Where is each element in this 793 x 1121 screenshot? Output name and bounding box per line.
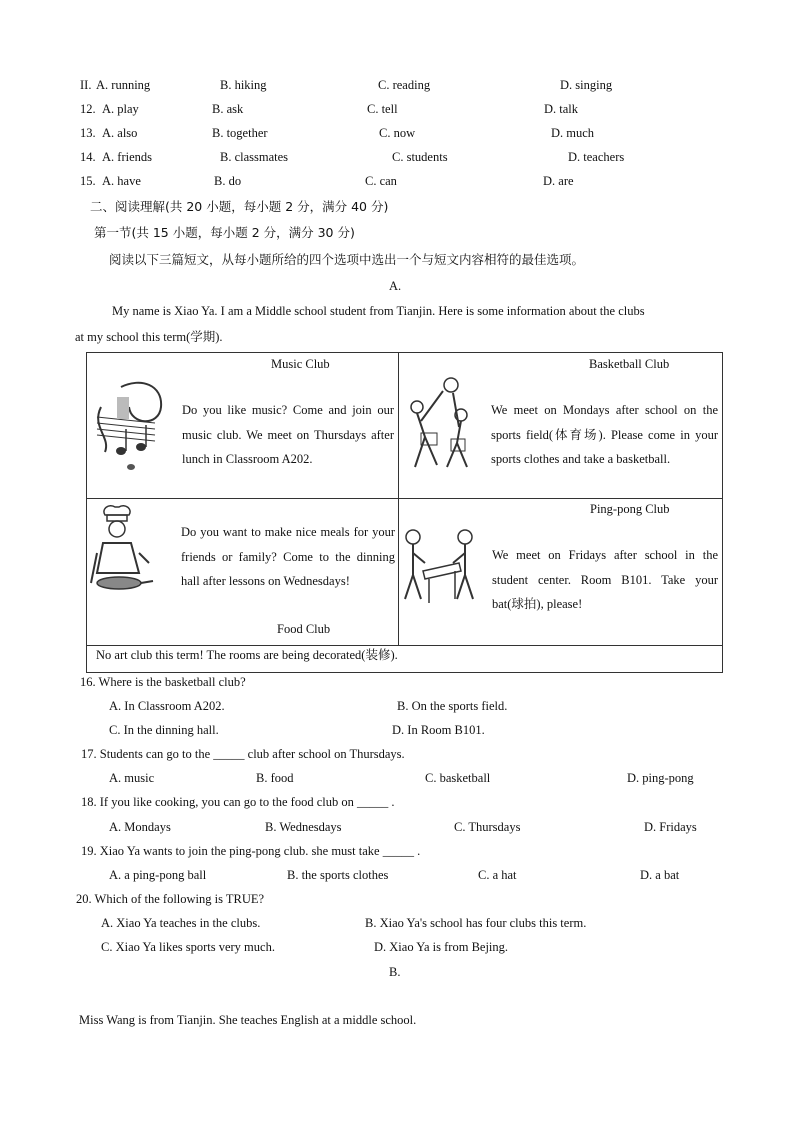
option-c: C. now bbox=[379, 126, 416, 140]
option-d: D. singing bbox=[560, 78, 613, 92]
option-a: A. also bbox=[102, 126, 138, 140]
option-c: C. tell bbox=[367, 102, 398, 116]
option-d: D. teachers bbox=[568, 150, 625, 164]
option-d: D. a bat bbox=[640, 868, 680, 882]
pingpong-club-text: We meet on Fridays after school in the student center. Room B101. Take your bat(球拍), please! bbox=[492, 548, 718, 611]
option-a: A. Mondays bbox=[109, 820, 171, 834]
option-d: D. are bbox=[543, 174, 574, 188]
option-d: D. much bbox=[551, 126, 595, 140]
music-club-text: Do you like music? Come and join our music club. We meet on Thursdays after lunch in Classroom A202. bbox=[182, 403, 394, 466]
option-a: A. play bbox=[102, 102, 139, 116]
option-b: B. do bbox=[214, 174, 242, 188]
pingpong-players-icon bbox=[401, 523, 481, 609]
option-c: C. Xiao Ya likes sports very much. bbox=[101, 940, 275, 954]
question-number: 13. bbox=[80, 126, 96, 140]
option-b: B. On the sports field. bbox=[397, 699, 508, 713]
option-c: C. In the dinning hall. bbox=[109, 723, 219, 737]
passage-text: Miss Wang is from Tianjin. She teaches English at a middle school. bbox=[79, 1013, 417, 1027]
option-a: A. In Classroom A202. bbox=[109, 699, 225, 713]
question-number: II. bbox=[80, 78, 92, 92]
food-club-title: Food Club bbox=[277, 622, 331, 636]
option-c: C. basketball bbox=[425, 771, 491, 785]
option-c: C. students bbox=[392, 150, 448, 164]
option-d: D. talk bbox=[544, 102, 579, 116]
option-a: A. have bbox=[102, 174, 141, 188]
section-heading: 二、阅读理解(共 20 小题，每小题 2 分，满分 40 分) bbox=[90, 199, 389, 214]
option-c: C. Thursdays bbox=[454, 820, 521, 834]
option-b: B. food bbox=[256, 771, 294, 785]
option-c: C. a hat bbox=[478, 868, 517, 882]
option-b: B. Wednesdays bbox=[265, 820, 342, 834]
option-d: D. ping-pong bbox=[627, 771, 694, 785]
instruction: 阅读以下三篇短文，从每小题所给的四个选项中选出一个与短文内容相符的最佳选项。 bbox=[109, 252, 585, 267]
option-b: B. Xiao Ya's school has four clubs this term. bbox=[365, 916, 587, 930]
question-stem: 16. Where is the basketball club? bbox=[80, 675, 246, 689]
option-b: B. together bbox=[212, 126, 268, 140]
option-b: B. classmates bbox=[220, 150, 289, 164]
basketball-club-text: We meet on Mondays after school on the sports field(体育场). Please come in your sports clothes and take a basketball. bbox=[491, 403, 718, 466]
option-a: A. running bbox=[96, 78, 151, 92]
table-note: No art club this term! The rooms are being decorated(装修). bbox=[96, 648, 398, 662]
food-club-text: Do you want to make nice meals for your friends or family? Come to the dinning hall after lessons on Wednesdays! bbox=[181, 525, 395, 588]
passage-intro: My name is Xiao Ya. I am a Middle school student from Tianjin. Here is some information about the clubs bbox=[112, 304, 645, 318]
basketball-players-icon bbox=[403, 377, 479, 475]
passage-intro: at my school this term(学期). bbox=[75, 330, 223, 344]
option-a: A. music bbox=[109, 771, 155, 785]
option-a: A. Xiao Ya teaches in the clubs. bbox=[101, 916, 261, 930]
club-table bbox=[86, 352, 723, 673]
question-stem: 17. Students can go to the _____ club after school on Thursdays. bbox=[81, 747, 405, 761]
question-number: 14. bbox=[80, 150, 96, 164]
question-stem: 20. Which of the following is TRUE? bbox=[76, 892, 265, 906]
question-number: 15. bbox=[80, 174, 96, 188]
passage-label: B. bbox=[389, 965, 401, 979]
option-d: D. In Room B101. bbox=[392, 723, 485, 737]
passage-label: A. bbox=[389, 279, 402, 293]
option-b: B. the sports clothes bbox=[287, 868, 389, 882]
question-stem: 18. If you like cooking, you can go to the food club on _____ . bbox=[81, 795, 395, 809]
option-b: B. ask bbox=[212, 102, 244, 116]
chef-icon bbox=[89, 503, 159, 601]
option-a: A. friends bbox=[102, 150, 152, 164]
basketball-club-title: Basketball Club bbox=[589, 357, 670, 371]
option-b: B. hiking bbox=[220, 78, 267, 92]
option-c: C. can bbox=[365, 174, 397, 188]
question-number: 12. bbox=[80, 102, 96, 116]
music-notes-icon bbox=[91, 377, 177, 477]
pingpong-club-title: Ping-pong Club bbox=[590, 502, 670, 516]
option-d: D. Fridays bbox=[644, 820, 697, 834]
option-a: A. a ping-pong ball bbox=[109, 868, 207, 882]
part-heading: 第一节(共 15 小题，每小题 2 分，满分 30 分) bbox=[94, 225, 355, 240]
music-club-title: Music Club bbox=[271, 357, 330, 371]
option-c: C. reading bbox=[378, 78, 431, 92]
option-d: D. Xiao Ya is from Bejing. bbox=[374, 940, 509, 954]
question-stem: 19. Xiao Ya wants to join the ping-pong club. she must take _____ . bbox=[81, 844, 421, 858]
